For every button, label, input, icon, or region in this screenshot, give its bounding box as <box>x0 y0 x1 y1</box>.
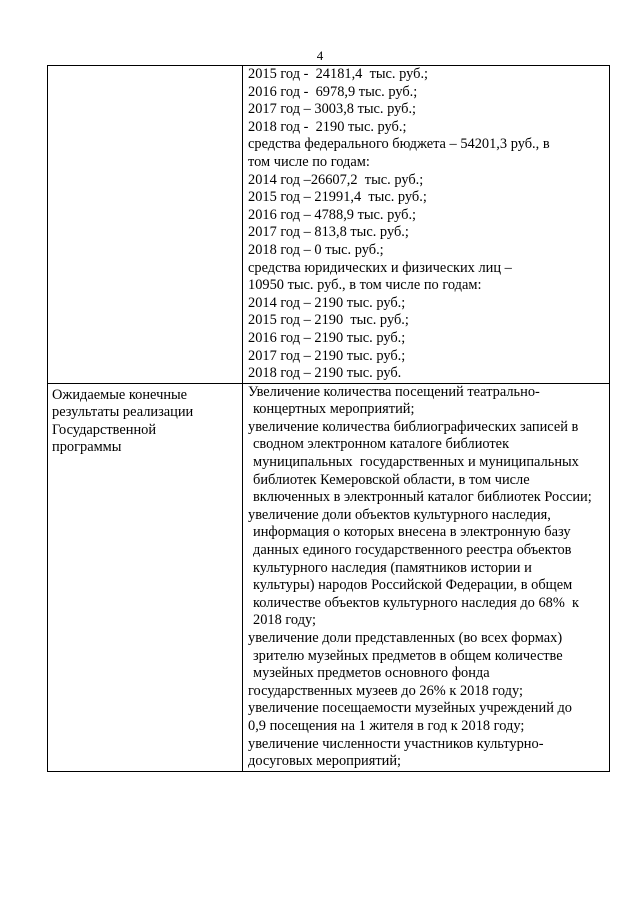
page-number: 4 <box>316 48 324 63</box>
result-line: культурного наследия (памятников истории и <box>253 559 532 576</box>
program-passport-table <box>47 65 610 772</box>
financing-line: 2015 год – 21991,4 тыс. руб.; <box>248 189 427 206</box>
financing-lines <box>248 66 609 383</box>
financing-line: 2018 год - 2190 тыс. руб.; <box>248 118 407 135</box>
financing-line: 2017 год – 813,8 тыс. руб.; <box>248 224 409 241</box>
results-row <box>48 383 610 771</box>
financing-line: 2017 год – 3003,8 тыс. руб.; <box>248 101 417 118</box>
results-label-line: программы <box>52 439 122 456</box>
result-line: 0,9 посещения на 1 жителя в год к 2018 году; <box>248 717 525 734</box>
financing-line: 2018 год – 2190 тыс. руб. <box>248 365 402 382</box>
results-label-line: Ожидаемые конечные <box>52 386 188 403</box>
result-line: Увеличение количества посещений театрально- <box>248 383 540 400</box>
result-line: музейных предметов основного фонда <box>253 665 490 682</box>
result-line: 2018 году; <box>253 612 317 629</box>
result-line: количестве объектов культурного наследия до 68% к <box>253 594 580 611</box>
result-line: сводном электронном каталоге библиотек <box>253 436 510 453</box>
financing-line: том числе по годам: <box>248 153 370 170</box>
financing-line: 2017 год – 2190 тыс. руб.; <box>248 347 406 364</box>
financing-line: 2016 год – 2190 тыс. руб.; <box>248 329 406 346</box>
financing-line: 2016 год – 4788,9 тыс. руб.; <box>248 206 417 223</box>
result-line: включенных в электронный каталог библиотек России; <box>253 489 592 506</box>
financing-line: средства юридических и физических лиц – <box>248 259 512 276</box>
result-line: досуговых мероприятий; <box>248 753 402 770</box>
financing-line: 2014 год –26607,2 тыс. руб.; <box>248 171 424 188</box>
result-line: культуры) народов Российской Федерации, в общем <box>253 577 573 594</box>
financing-label-cell <box>48 66 243 384</box>
financing-line: 2018 год – 0 тыс. руб.; <box>248 241 384 258</box>
results-lines <box>248 384 609 771</box>
results-label <box>52 387 242 457</box>
result-line: увеличение количества библиографических записей в <box>248 418 579 435</box>
result-line: увеличение численности участников культурно- <box>248 735 544 752</box>
financing-line: средства федерального бюджета – 54201,3 руб., в <box>248 136 550 153</box>
result-line: зрителю музейных предметов в общем количестве <box>253 647 563 664</box>
financing-line: 2015 год – 2190 тыс. руб.; <box>248 312 409 329</box>
result-line: концертных мероприятий; <box>253 401 415 418</box>
results-label-line: Государственной <box>52 421 157 438</box>
financing-row <box>48 66 610 384</box>
result-line: увеличение доли объектов культурного наследия, <box>248 506 551 523</box>
result-line: данных единого государственного реестра объектов <box>253 542 572 559</box>
result-line: муниципальных государственных и муниципальных <box>253 454 579 471</box>
result-line: государственных музеев до 26% к 2018 году; <box>248 682 523 699</box>
financing-line: 10950 тыс. руб., в том числе по годам: <box>248 277 482 294</box>
financing-content-cell <box>243 66 610 384</box>
results-content-cell <box>243 383 610 771</box>
financing-line: 2015 год - 24181,4 тыс. руб.; <box>248 66 429 82</box>
result-line: библиотек Кемеровской области, в том числе <box>253 471 530 488</box>
result-line: увеличение посещаемости музейных учреждений до <box>248 700 573 717</box>
results-label-cell <box>48 383 243 771</box>
financing-line: 2016 год - 6978,9 тыс. руб.; <box>248 83 418 100</box>
financing-line: 2014 год – 2190 тыс. руб.; <box>248 294 406 311</box>
results-label-line: результаты реализации <box>52 404 194 421</box>
result-line: информация о которых внесена в электронную базу <box>253 524 571 541</box>
result-line: увеличение доли представленных (во всех формах) <box>248 630 563 646</box>
